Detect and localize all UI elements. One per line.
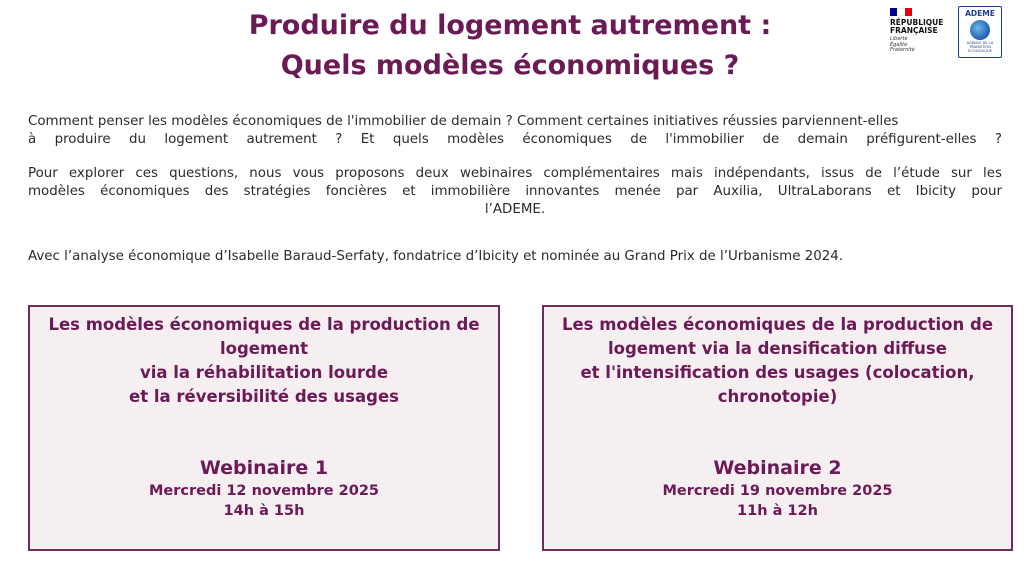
rf-motto-line: Liberté [890,36,908,42]
title-line-2: Quels modèles économiques ? [280,50,740,81]
webinar-1-label: Webinaire 1 [199,457,329,479]
ademe-name: ADEME [965,9,995,18]
webinar-2-title-line: et l'intensification des usages (colocation, [580,363,975,382]
rf-motto-line: Fraternité [890,47,915,53]
webinar-1-date: Mercredi 12 novembre 2025 [148,483,380,499]
webinar-1-title-line: Les modèles économiques de la production de [48,315,480,334]
webinar-2-title-line: chronotopie) [717,387,838,406]
ademe-subtitle: AGENCE DE LA TRANSITION ÉCOLOGIQUE [966,41,994,53]
globe-icon [970,20,990,40]
intro-p1-line-1: Comment penser les modèles économiques de l'immobilier de demain ? Comment certaines initiatives réussies parviennent-elles [28,114,899,129]
webinar-2-title-line: Les modèles économiques de la production de [561,315,994,334]
intro-p1-line-2: à produire du logement autrement ? Et quels modèles économiques de l'immobilier de demain préfigurent-elles ? [28,132,1002,147]
webinar-card-2 [542,305,1013,551]
ademe-logo [958,6,1002,58]
rf-name-line-1: RÉPUBLIQUE [890,18,944,27]
page-title [140,6,880,86]
intro-paragraph-3: Avec l’analyse économique d’Isabelle Baraud-Serfaty, fondatrice d’Ibicity et nominée au Grand Prix de l’Urbanisme 2024. [28,249,844,264]
webinar-2-title [544,313,1011,409]
intro-p2-line-2: modèles économiques des stratégies foncières et immobilière innovantes menée par Auxilia, UltraLaborans et Ibicity pour [28,184,1002,199]
webinar-1-details [30,455,498,521]
webinar-1-title-line: et la réversibilité des usages [129,387,399,406]
republique-francaise-logo [888,6,950,64]
rf-motto [890,37,950,54]
webinar-1-title-line: via la réhabilitation lourde [139,363,389,382]
webinar-2-title-line: logement via la densification diffuse [608,339,947,358]
rf-name-line-2: FRANÇAISE [890,26,938,35]
webinar-card-1 [28,305,500,551]
title-line-1: Produire du logement autrement : [248,10,772,41]
intro-paragraph-1 [28,113,1002,149]
logos [888,6,1002,64]
webinar-1-title [30,313,498,409]
intro-paragraph-2 [28,165,1002,219]
intro-p2-line-1: Pour explorer ces questions, nous vous proposons deux webinaires complémentaires mais indépendants, issus de l’étude sur les [28,166,1002,181]
webinar-2-details [544,455,1011,521]
french-flag-icon [890,8,912,16]
intro-p2-line-3: l’ADEME. [484,202,546,217]
webinar-2-time: 11h à 12h [737,503,818,519]
webinar-2-date: Mercredi 19 novembre 2025 [662,483,893,499]
rf-name [890,19,950,35]
webinar-2-label: Webinaire 2 [713,457,842,479]
webinar-1-time: 14h à 15h [223,503,305,519]
webinar-1-title-line: logement [219,339,308,358]
rf-motto-line: Égalité [890,41,908,48]
intro-text [28,113,1002,235]
